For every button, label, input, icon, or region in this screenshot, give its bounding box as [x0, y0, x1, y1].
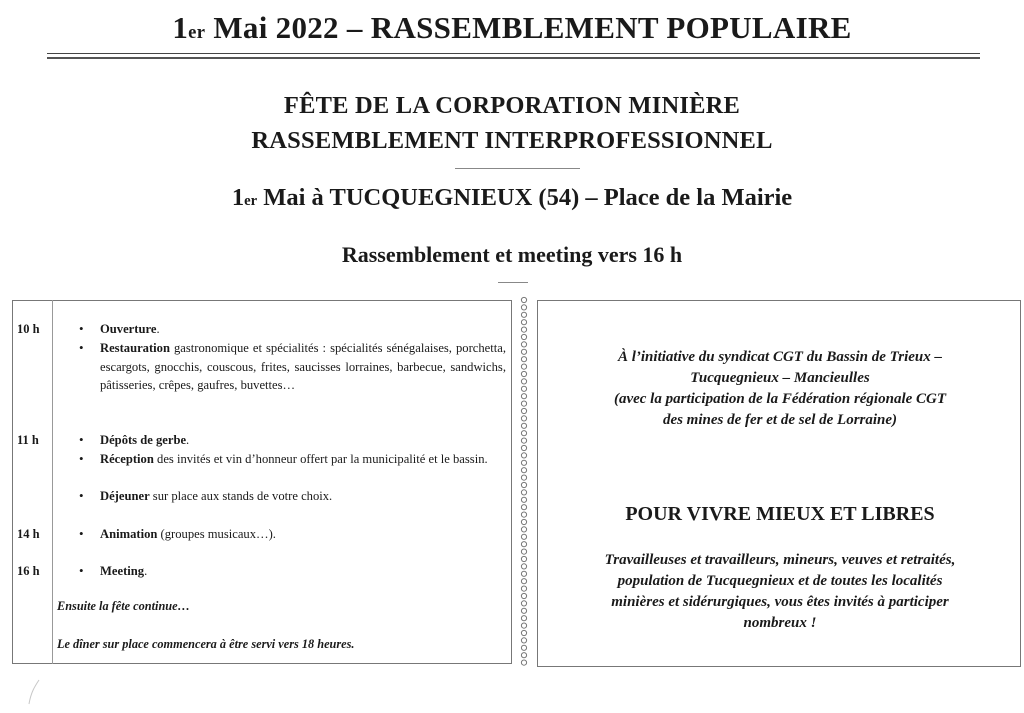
- separator-dot: [521, 357, 526, 362]
- title-underline-thick: [47, 57, 980, 59]
- separator-dot: [521, 608, 526, 613]
- program-item-text: des invités et vin d’honneur offert par la municipalité et le bassin.: [153, 452, 488, 466]
- separator-dot: [521, 512, 526, 517]
- separator-dot: [521, 349, 526, 354]
- program-item-title: Ouverture: [100, 322, 157, 336]
- program-item-title: Réception: [100, 452, 154, 466]
- time-label: 16 h: [17, 564, 40, 578]
- separator-dot: [521, 364, 526, 369]
- separator-dot: [521, 542, 526, 547]
- separator-dot: [521, 497, 526, 502]
- separator-dot: [521, 564, 526, 569]
- separator-dot: [521, 593, 526, 598]
- location-line: [0, 184, 1024, 212]
- separator-dot: [521, 379, 526, 384]
- program-item-title: Déjeuner: [100, 489, 150, 503]
- organizer-line: (avec la participation de la Fédération régionale CGT: [613, 391, 947, 407]
- separator-dot: [521, 616, 526, 621]
- location-text: Mai à TUCQUEGNIEUX (54) – Place de la Mairie: [257, 184, 793, 211]
- separator-dot: [521, 623, 526, 628]
- title-underline-thin: [47, 53, 980, 54]
- main-title-prefix: 1: [172, 10, 189, 45]
- event-subtitle: [0, 88, 1024, 158]
- separator-dot: [521, 653, 526, 658]
- separator-dot: [521, 601, 526, 606]
- separator-dot: [521, 645, 526, 650]
- organizer-statement: [545, 347, 1015, 431]
- program-item: [100, 525, 506, 544]
- separator-dot: [521, 579, 526, 584]
- separator-dot: [521, 445, 526, 450]
- program-item-title: Meeting: [100, 564, 145, 578]
- separator-dot: [521, 386, 526, 391]
- separator-dot: [521, 527, 526, 532]
- program-item: [100, 450, 506, 469]
- separator-dot: [521, 423, 526, 428]
- organizer-line: À l’initiative du syndicat CGT du Bassin de Trieux –: [617, 349, 943, 365]
- program-note: Le dîner sur place commencera à être servi vers 18 heures.: [57, 637, 355, 651]
- program-item-text: gastronomique et spécialités : spécialités sénégalaises, porchetta, escargots, gnocchis, couscous, frites, saucisses lorraines, barbecue, sandwichs, pâtisseries, crêpes, gaufres, buvettes…: [100, 341, 506, 393]
- invitation-line: minières et sidérurgiques, vous êtes invités à participer: [611, 594, 949, 610]
- separator-dot: [521, 505, 526, 510]
- section-divider: [455, 168, 580, 169]
- main-title: [0, 10, 1024, 46]
- invitation-line: population de Tucquegnieux et de toutes les localités: [617, 573, 943, 589]
- separator-dot: [521, 394, 526, 399]
- separator-dot: [521, 519, 526, 524]
- separator-dot: [521, 401, 526, 406]
- program-item-text: .: [144, 564, 148, 578]
- program-item-text: (groupes musicaux…).: [157, 527, 276, 541]
- separator-dot: [521, 312, 526, 317]
- program-item: [100, 431, 506, 450]
- separator-dot: [521, 408, 526, 413]
- separator-dot: [521, 482, 526, 487]
- bullet-point: •: [79, 451, 84, 466]
- separator-dot: [521, 334, 526, 339]
- program-item-text: .: [156, 322, 160, 336]
- program-item: [100, 320, 506, 339]
- bullet-point: •: [79, 563, 84, 578]
- gathering-line: Rassemblement et meeting vers 16 h: [341, 242, 683, 267]
- separator-dot: [521, 586, 526, 591]
- separator-dot: [521, 475, 526, 480]
- separator-dot: [521, 438, 526, 443]
- subtitle-line-2: RASSEMBLEMENT INTERPROFESSIONNEL: [251, 127, 773, 154]
- subtitle-line-1: FÊTE DE LA CORPORATION MINIÈRE: [283, 92, 741, 119]
- section-divider-small: [498, 282, 528, 283]
- location-superscript: er: [244, 193, 258, 209]
- program-time-divider: [52, 300, 53, 664]
- main-title-superscript: er: [188, 22, 206, 43]
- separator-dot: [521, 431, 526, 436]
- separator-dot: [521, 297, 526, 302]
- bullet-point: •: [79, 432, 84, 447]
- separator-dot: [521, 460, 526, 465]
- separator-dot: [521, 549, 526, 554]
- time-label: 14 h: [17, 527, 40, 541]
- separator-dot: [521, 490, 526, 495]
- separator-dot: [521, 371, 526, 376]
- bullet-point: •: [79, 340, 84, 355]
- separator-dot: [521, 342, 526, 347]
- bullet-point: •: [79, 321, 84, 336]
- separator-dot: [521, 468, 526, 473]
- program-item-text: sur place aux stands de votre choix.: [149, 489, 333, 503]
- separator-dot: [521, 305, 526, 310]
- invitation-line: nombreux !: [743, 615, 817, 631]
- separator-dot: [521, 320, 526, 325]
- slogan: POUR VIVRE MIEUX ET LIBRES: [625, 503, 935, 525]
- program-item: [100, 487, 506, 506]
- separator-dot: [521, 571, 526, 576]
- main-title-text: Mai 2022 – RASSEMBLEMENT POPULAIRE: [205, 10, 852, 45]
- bullet-point: •: [79, 526, 84, 541]
- program-item-title: Dépôts de gerbe: [100, 433, 187, 447]
- separator-dot: [521, 327, 526, 332]
- time-label: 10 h: [17, 322, 40, 336]
- separator-dot: [521, 453, 526, 458]
- program-note: Ensuite la fête continue…: [57, 599, 190, 613]
- separator-dot: [521, 660, 526, 665]
- program-item-title: Animation: [100, 527, 158, 541]
- separator-dot: [521, 630, 526, 635]
- dotted-separator: [519, 296, 529, 666]
- time-label: 11 h: [17, 433, 39, 447]
- separator-dot: [521, 534, 526, 539]
- organizer-line: des mines de fer et de sel de Lorraine): [662, 412, 898, 428]
- program-item-text: .: [186, 433, 190, 447]
- program-item: [100, 562, 506, 581]
- invitation-text: [545, 550, 1015, 634]
- organizer-line: Tucquegnieux – Mancieulles: [690, 370, 870, 386]
- program-item-title: Restauration: [100, 341, 170, 355]
- location-prefix: 1: [231, 184, 245, 211]
- program-item: [100, 339, 506, 395]
- invitation-line: Travailleuses et travailleurs, mineurs, veuves et retraités,: [604, 552, 956, 568]
- separator-dot: [521, 416, 526, 421]
- separator-dot: [521, 638, 526, 643]
- separator-dot: [521, 556, 526, 561]
- scan-mark: [25, 678, 45, 708]
- bullet-point: •: [79, 488, 84, 503]
